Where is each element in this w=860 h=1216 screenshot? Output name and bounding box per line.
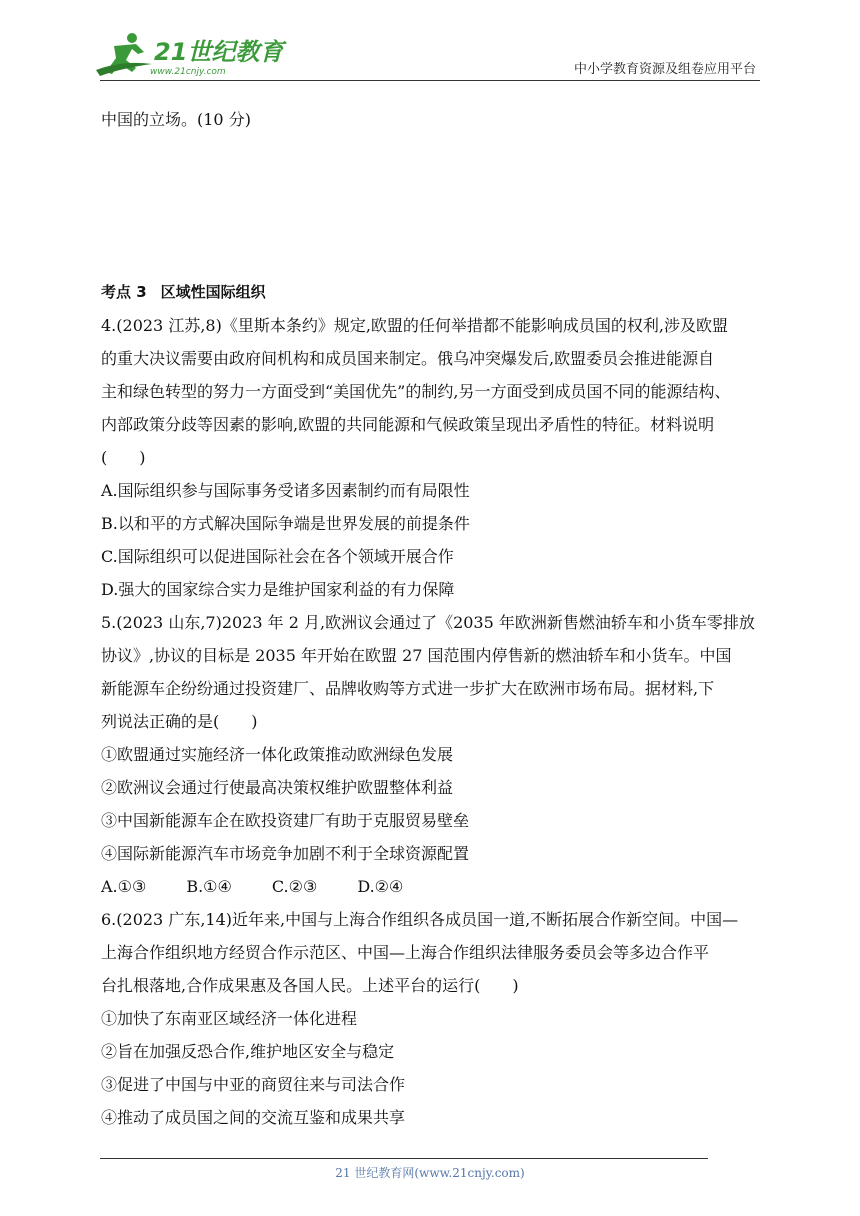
footer-divider: [100, 1158, 708, 1159]
choice-b: B.①④: [186, 877, 232, 896]
choice-d: D.②④: [357, 877, 404, 896]
choice-c: C.②③: [271, 877, 318, 896]
statement-4: ④推动了成员国之间的交流互鉴和成果共享: [101, 1108, 406, 1127]
question-text-line: 上海合作组织地方经贸合作示范区、中国—上海合作组织法律服务委员会等多边合作平: [101, 943, 710, 962]
platform-name: 中小学教育资源及组卷应用平台: [573, 62, 756, 77]
choice-a: A.①③: [101, 877, 147, 896]
section-heading: [101, 276, 761, 309]
page-footer: 21 世纪教育网(www.21cnjy.com): [335, 1166, 525, 1180]
header-divider: [100, 80, 760, 81]
logo-text: 21世纪教育: [154, 38, 284, 66]
statement-4: ④国际新能源汽车市场竞争加剧不利于全球资源配置: [101, 844, 470, 863]
option-b: B.以和平的方式解决国际争端是世界发展的前提条件: [101, 514, 470, 533]
question-text-line: 协议》,协议的目标是 2035 年开始在欧盟 27 国范围内停售新的燃油轿车和小货车。中国: [101, 646, 732, 665]
statement-2: ②旨在加强反恐合作,维护地区安全与稳定: [101, 1042, 395, 1061]
page-header: [0, 0, 860, 90]
question-text-line: 的重大决议需要由政府间机构和成员国来制定。俄乌冲突爆发后,欧盟委员会推进能源自: [101, 349, 715, 368]
statement-2: ②欧洲议会通过行使最高决策权维护欧盟整体利益: [101, 778, 454, 797]
section-number: 考点 3: [101, 283, 147, 301]
option-c: C.国际组织可以促进国际社会在各个领域开展合作: [101, 547, 454, 566]
question-text-line: 台扎根落地,合作成果惠及各国人民。上述平台的运行( ): [101, 976, 519, 995]
question-text-line: 主和绿色转型的努力一方面受到“美国优先”的制约,另一方面受到成员国不同的能源结构、: [101, 382, 731, 401]
statement-3: ③中国新能源车企在欧投资建厂有助于克服贸易壁垒: [101, 811, 470, 830]
question-text-line: 5.(2023 山东,7)2023 年 2 月,欧洲议会通过了《2035 年欧洲新售燃油轿车和小货车零排放: [101, 613, 755, 632]
choice-row: [101, 870, 761, 903]
question-text-line: 4.(2023 江苏,8)《里斯本条约》规定,欧盟的任何举措都不能影响成员国的权利,涉及欧盟: [101, 316, 728, 335]
question-6: [101, 903, 761, 1134]
statement-1: ①加快了东南亚区域经济一体化进程: [101, 1009, 358, 1028]
statement-1: ①欧盟通过实施经济一体化政策推动欧洲绿色发展: [101, 745, 454, 764]
running-figure-icon: [96, 33, 152, 76]
previous-question-tail: 中国的立场。(10 分): [101, 110, 251, 129]
question-4: [101, 309, 761, 606]
question-text-line: 新能源车企纷纷通过投资建厂、品牌收购等方式进一步扩大在欧洲市场布局。据材料,下: [101, 679, 715, 698]
question-text-line: 6.(2023 广东,14)近年来,中国与上海合作组织各成员国一道,不断拓展合作新空间。中国—: [101, 910, 739, 929]
question-text-line: 内部政策分歧等因素的影响,欧盟的共同能源和气候政策呈现出矛盾性的特征。材料说明: [101, 415, 715, 434]
site-logo: [92, 30, 284, 80]
question-5: [101, 606, 761, 903]
question-text-line: 列说法正确的是( ): [101, 712, 258, 731]
option-d: D.强大的国家综合实力是维护国家利益的有力保障: [101, 580, 455, 599]
answer-space: [101, 136, 761, 276]
logo-url: www.21cnjy.com: [150, 67, 226, 77]
answer-blank: ( ): [101, 448, 146, 467]
statement-3: ③促进了中国与中亚的商贸往来与司法合作: [101, 1075, 406, 1094]
option-a: A.国际组织参与国际事务受诸多因素制约而有局限性: [101, 481, 470, 500]
section-title: 区域性国际组织: [160, 283, 266, 301]
document-body: [101, 103, 761, 1134]
